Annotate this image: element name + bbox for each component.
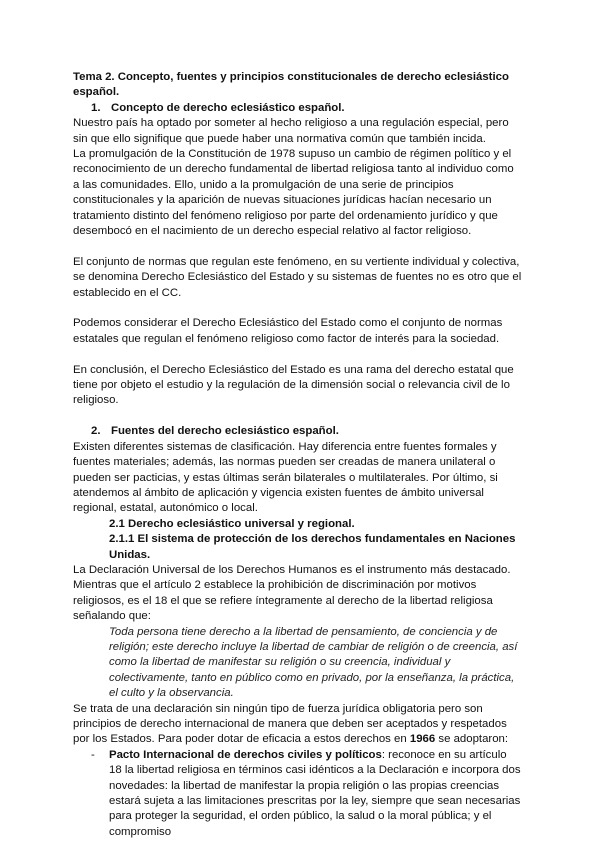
subsection-2-1-1-heading: 2.1.1 El sistema de protección de los derechos fundamentales en Naciones Unidas.: [109, 533, 516, 561]
document-title: Tema 2. Concepto, fuentes y principios constitucionales de derecho eclesiástico español.: [73, 71, 509, 99]
paragraph: Nuestro país ha optado por someter al hecho religioso a una regulación especial, pero sin que ello signifique que puede haber una normativa común que también incida.: [73, 117, 509, 145]
spacer: [73, 347, 522, 362]
list-dash: -: [91, 748, 95, 761]
list-item: [73, 748, 522, 840]
paragraph: Podemos considerar el Derecho Eclesiástico del Estado como el conjunto de normas estatales que regulan el fenómeno religioso como factor de interés para la sociedad.: [73, 317, 503, 345]
paragraph-text: Se trata de una declaración sin ningún tipo de fuerza jurídica obligatoria pero son principios de derecho internacional de manera que deben ser aceptados y respetados por los Estados. Para poder dotar de eficacia a estos derechos en: [73, 702, 507, 746]
paragraph: [73, 702, 522, 748]
section-2-number: 2.: [91, 425, 101, 438]
section-2-heading: [73, 424, 522, 439]
section-1-heading: [73, 101, 522, 116]
subsection-2-1-heading: 2.1 Derecho eclesiástico universal y regional.: [109, 517, 355, 530]
paragraph: Existen diferentes sistemas de clasificación. Hay diferencia entre fuentes formales y fuentes materiales; además, las normas pueden ser creadas de manera unilateral o pueden ser pacticias, y estas últimas serán bilaterales o multilaterales. Por último, si atendemos al ámbito de aplicación y vigencia existen fuentes de ámbito universal regional, estatal, autonómico o local.: [73, 440, 498, 515]
paragraph: En conclusión, el Derecho Eclesiástico del Estado es una rama del derecho estatal que tiene por objeto el estudio y la regulación de la dimensión social o relevancia civil de lo religioso.: [73, 363, 514, 407]
list-item-title: Pacto Internacional de derechos civiles y políticos: [109, 748, 382, 761]
paragraph: La promulgación de la Constitución de 1978 supuso un cambio de régimen político y el reconocimiento de un derecho fundamental de libertad religiosa tanto al individuo como a las comunidades. Ello, unido a la promulgación de una serie de principios constitucionales y la aparición de nuevas situaciones jurídicas hacían necesario un tratamiento distinto del fenómeno religioso por parte del ordenamiento jurídico y que desembocó en el nacimiento de un derecho especial relativo al factor religioso.: [73, 148, 514, 238]
paragraph-text: se adoptaron:: [435, 733, 509, 746]
spacer: [73, 409, 522, 424]
list-item-text: : reconoce en su artículo 18 la libertad religiosa en términos casi idénticos a la Declaración e incorpora dos novedades: la libertad de manifestar la propia religión o las propias creencias estará sujeta a las limitaciones prescritas por la ley, siempre que sean necesarias para proteger la seguridad, el orden público, la salud o la moral pública; y el compromiso: [109, 748, 521, 838]
spacer: [73, 239, 522, 254]
covenants-list: [73, 748, 522, 840]
paragraph: El conjunto de normas que regulan este fenómeno, en su vertiente individual y colectiva, se denomina Derecho Eclesiástico del Estado y su sistemas de fuentes no es otro que el establecido en el CC.: [73, 255, 522, 299]
spacer: [73, 301, 522, 316]
section-1-title: Concepto de derecho eclesiástico español.: [111, 101, 345, 114]
section-2-title: Fuentes del derecho eclesiástico español.: [111, 425, 339, 438]
paragraph: La Declaración Universal de los Derechos Humanos es el instrumento más destacado. Mientras que el artículo 2 establece la prohibición de discriminación por motivos religiosos, es el 18 el que se refiere íntegramente al derecho de la libertad religiosa señalando que:: [73, 563, 511, 623]
article-18-quote: Toda persona tiene derecho a la libertad de pensamiento, de conciencia y de religión; este derecho incluye la libertad de cambiar de religión o de creencia, así como la libertad de manifestar su religión o su creencia, individual y colectivamente, tanto en público como en privado, por la enseñanza, la práctica, el culto y la observancia.: [109, 625, 518, 700]
year-highlight: 1966: [409, 733, 436, 746]
section-1-number: 1.: [91, 101, 101, 114]
